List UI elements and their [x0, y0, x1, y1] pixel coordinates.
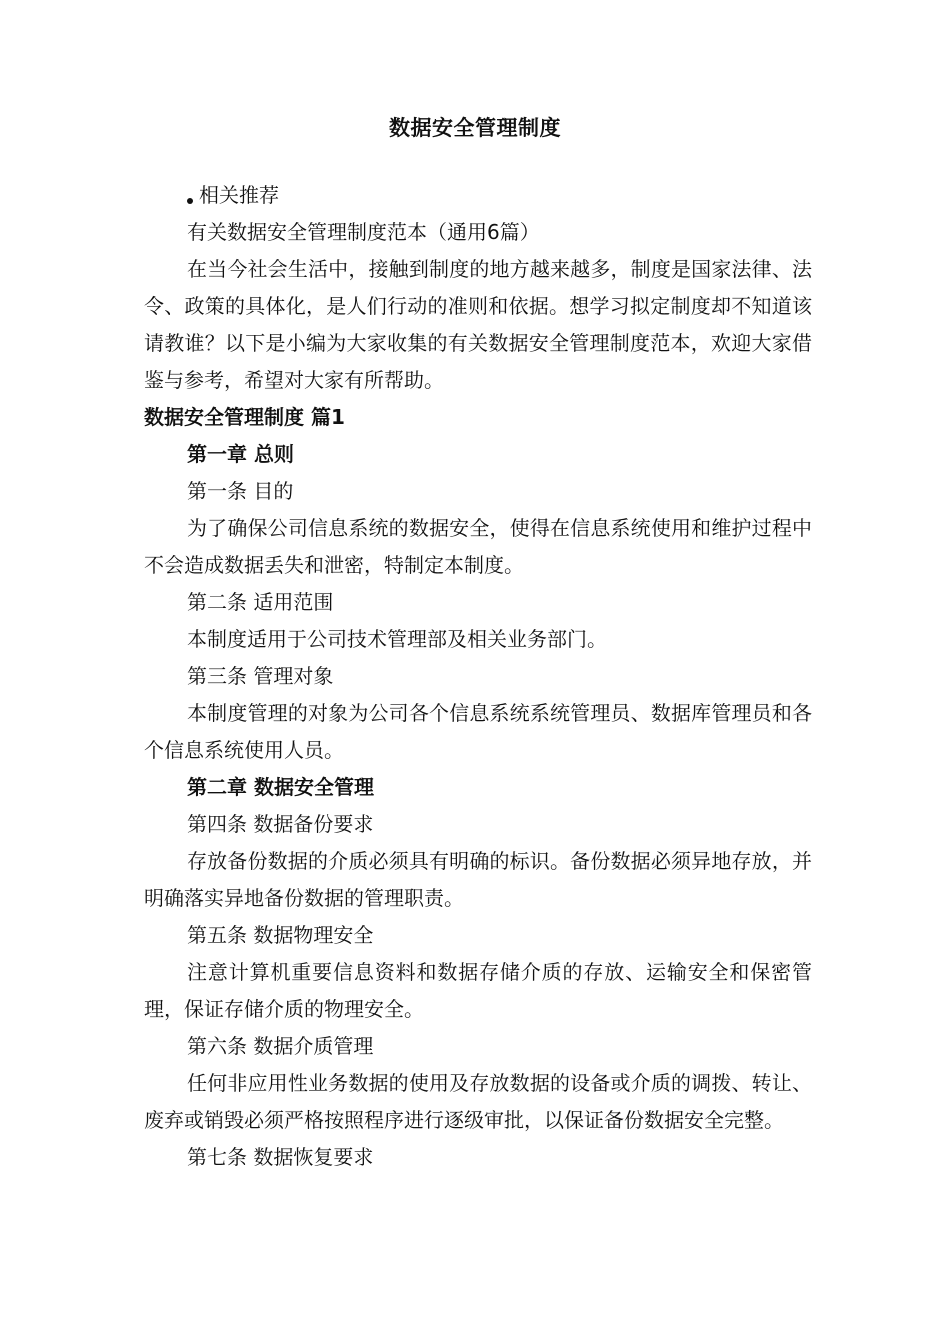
article-3-body: 本制度管理的对象为公司各个信息系统系统管理员、数据库管理员和各个信息系统使用人员。: [144, 701, 812, 762]
article-1-body: 为了确保公司信息系统的数据安全，使得在信息系统使用和维护过程中不会造成数据丢失和泄密，特制定本制度。: [144, 516, 812, 577]
article-6-title: 第六条 数据介质管理: [187, 1034, 374, 1058]
recommend-link[interactable]: 有关数据安全管理制度范本（通用6篇）: [187, 220, 540, 244]
bullet-icon: [187, 198, 193, 204]
article-6-body: 任何非应用性业务数据的使用及存放数据的设备或介质的调拨、转让、废弃或销毁必须严格按照程序进行逐级审批，以保证备份数据安全完整。: [144, 1071, 812, 1132]
chapter-heading-2: 第二章 数据安全管理: [187, 775, 374, 799]
intro-paragraph: 在当今社会生活中，接触到制度的地方越来越多，制度是国家法律、法令、政策的具体化，是人们行动的准则和依据。想学习拟定制度却不知道该请教谁？以下是小编为大家收集的有关数据安全管理制度范本，欢迎大家借鉴与参考，希望对大家有所帮助。: [144, 257, 812, 392]
article-5-body: 注意计算机重要信息资料和数据存储介质的存放、运输安全和保密管理，保证存储介质的物理安全。: [144, 960, 812, 1021]
article-3-title: 第三条 管理对象: [187, 664, 334, 688]
article-7-title: 第七条 数据恢复要求: [187, 1145, 374, 1169]
document-title: 数据安全管理制度: [389, 116, 561, 140]
article-1-title: 第一条 目的: [187, 479, 294, 503]
article-4-body: 存放备份数据的介质必须具有明确的标识。备份数据必须异地存放，并明确落实异地备份数据的管理职责。: [144, 849, 812, 910]
article-5-title: 第五条 数据物理安全: [187, 923, 374, 947]
related-label: 相关推荐: [199, 183, 279, 207]
section-heading: 数据安全管理制度 篇1: [144, 405, 345, 429]
article-2-body: 本制度适用于公司技术管理部及相关业务部门。: [187, 627, 607, 651]
document-body: [144, 177, 812, 1176]
chapter-heading-1: 第一章 总则: [187, 442, 294, 466]
article-4-title: 第四条 数据备份要求: [187, 812, 374, 836]
related-recommendations: [144, 177, 812, 214]
article-2-title: 第二条 适用范围: [187, 590, 334, 614]
